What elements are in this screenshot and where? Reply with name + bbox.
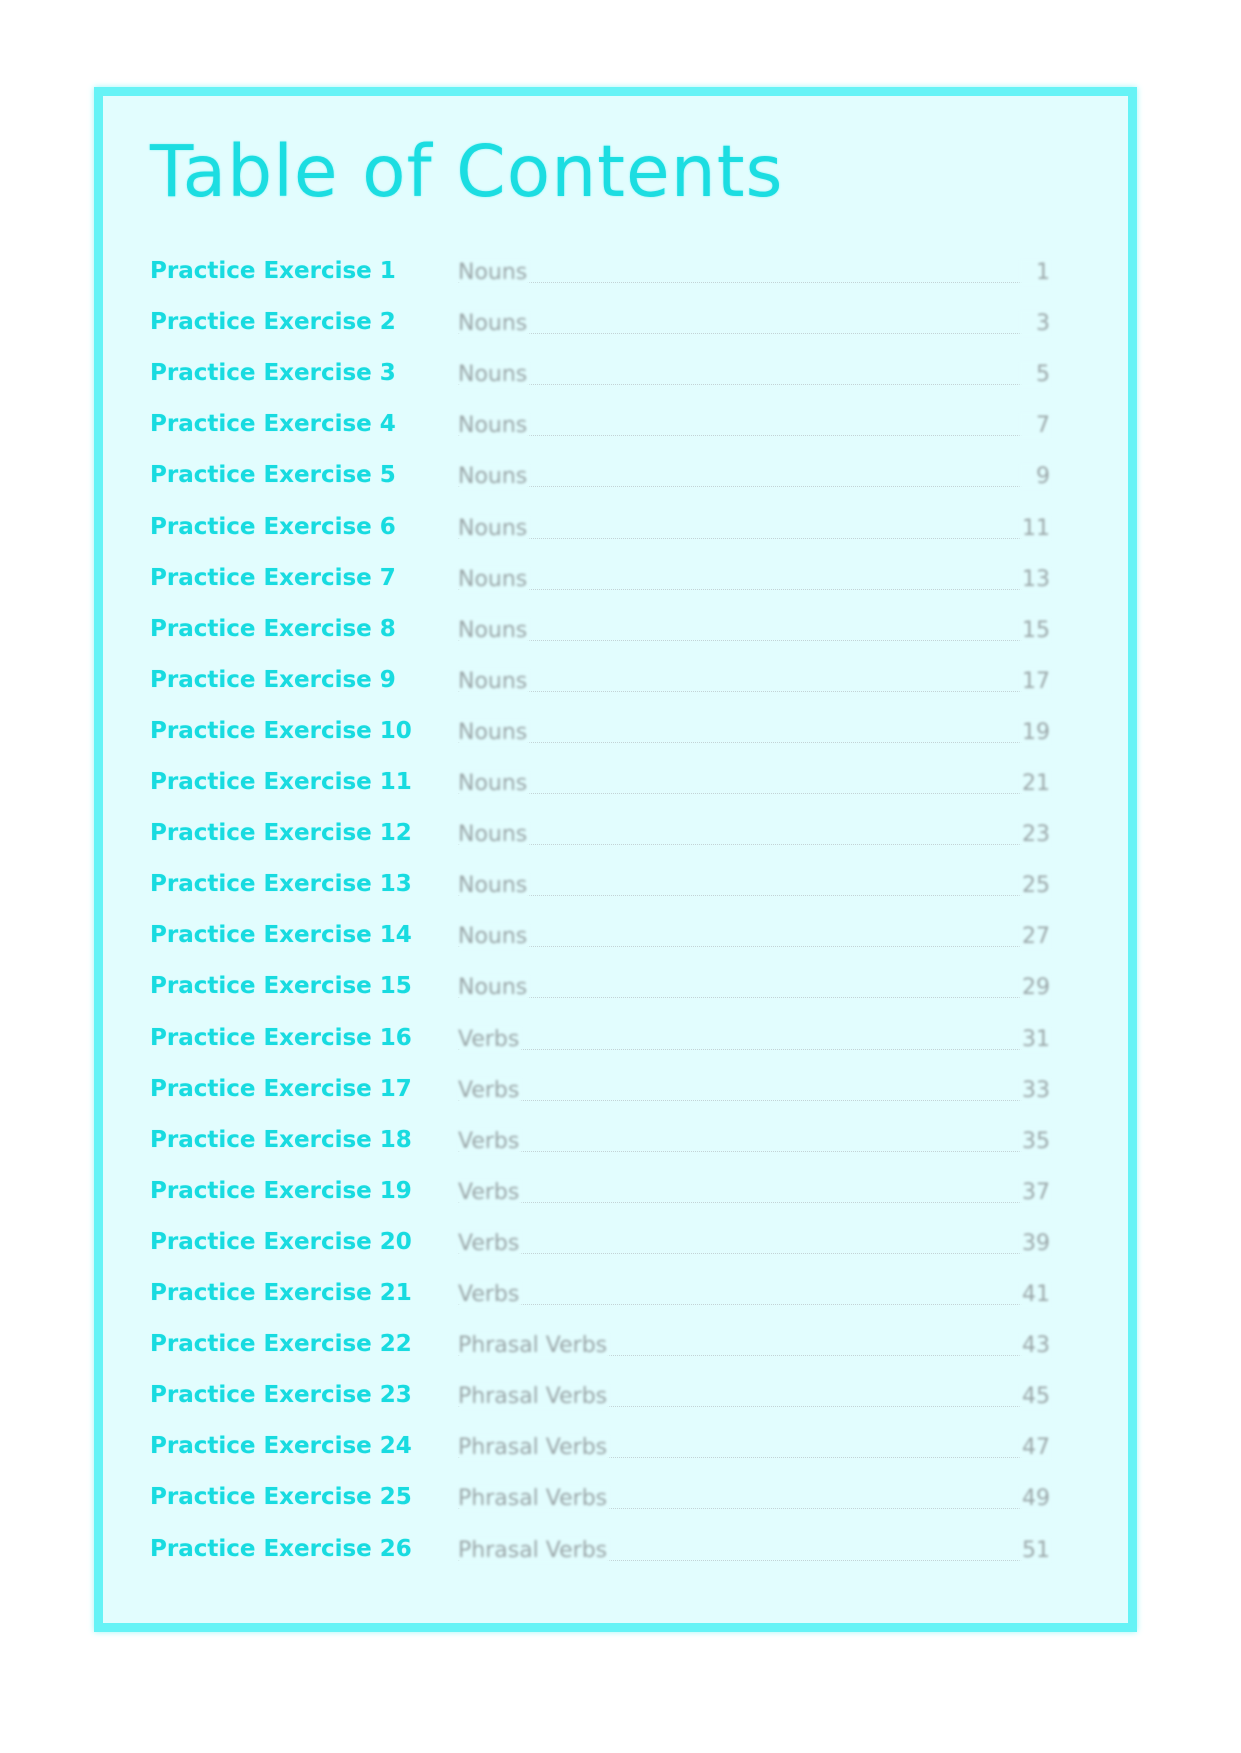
toc-entry-page-number: 33 [1022,1078,1050,1103]
dot-leader [458,435,1028,436]
toc-entry-page-number: 29 [1022,975,1050,1000]
toc-entry-topic: Nouns [458,567,528,592]
toc-entry-label: Practice Exercise 10 [150,718,412,744]
toc-entry[interactable] [150,718,1050,758]
toc-entry[interactable] [150,1178,1050,1218]
toc-entry[interactable] [150,769,1050,809]
toc-entry-topic: Phrasal Verbs [458,1435,608,1460]
toc-entry-topic: Nouns [458,669,528,694]
toc-entry-label: Practice Exercise 7 [150,565,396,591]
toc-entry-topic: Phrasal Verbs [458,1333,608,1358]
dot-leader [458,486,1028,487]
toc-entry-page-number: 11 [1022,516,1050,541]
dot-leader [458,640,1028,641]
toc-entry-page-number: 39 [1022,1231,1050,1256]
toc-entry-page-number: 47 [1022,1435,1050,1460]
toc-entry[interactable] [150,1331,1050,1371]
toc-entry-label: Practice Exercise 14 [150,922,412,948]
toc-entry-label: Practice Exercise 13 [150,871,412,897]
toc-entry-label: Practice Exercise 9 [150,667,396,693]
toc-entry-label: Practice Exercise 16 [150,1025,412,1051]
toc-entry[interactable] [150,1076,1050,1116]
toc-entry-label: Practice Exercise 3 [150,360,396,386]
toc-entry-topic: Nouns [458,771,528,796]
toc-entry-page-number: 13 [1022,567,1050,592]
toc-entry[interactable] [150,1025,1050,1065]
toc-entry-label: Practice Exercise 24 [150,1433,412,1459]
toc-entry[interactable] [150,1127,1050,1167]
toc-entry[interactable] [150,973,1050,1013]
dot-leader [458,282,1028,283]
toc-entry-label: Practice Exercise 15 [150,973,412,999]
toc-entry-page-number: 51 [1022,1538,1050,1563]
toc-entry[interactable] [150,616,1050,656]
toc-entry[interactable] [150,667,1050,707]
toc-entry[interactable] [150,1229,1050,1269]
toc-entry[interactable] [150,871,1050,911]
toc-entry-label: Practice Exercise 19 [150,1178,412,1204]
toc-entry-page-number: 17 [1022,669,1050,694]
toc-entry-page-number: 43 [1022,1333,1050,1358]
toc-entry-page-number: 35 [1022,1129,1050,1154]
dot-leader [458,333,1028,334]
toc-entry-page-number: 3 [1020,311,1050,336]
toc-entry-page-number: 23 [1022,822,1050,847]
toc-entry-label: Practice Exercise 20 [150,1229,412,1255]
toc-entry[interactable] [150,462,1050,502]
toc-entry[interactable] [150,1484,1050,1524]
toc-entry-label: Practice Exercise 25 [150,1484,412,1510]
toc-entry-topic: Nouns [458,260,528,285]
toc-entry-page-number: 31 [1022,1027,1050,1052]
toc-entry-page-number: 25 [1022,873,1050,898]
toc-entry[interactable] [150,309,1050,349]
dot-leader [458,742,1028,743]
toc-entry-page-number: 41 [1022,1282,1050,1307]
toc-entry-topic: Nouns [458,618,528,643]
toc-entry-page-number: 1 [1020,260,1050,285]
toc-entry-topic: Phrasal Verbs [458,1538,608,1563]
toc-entry-label: Practice Exercise 12 [150,820,412,846]
toc-entry-label: Practice Exercise 22 [150,1331,412,1357]
dot-leader [458,1202,1028,1203]
dot-leader [458,384,1028,385]
dot-leader [458,1304,1028,1305]
toc-entry-label: Practice Exercise 17 [150,1076,412,1102]
toc-entry-label: Practice Exercise 2 [150,309,396,335]
toc-entry-topic: Nouns [458,464,528,489]
dot-leader [458,1049,1028,1050]
toc-entry-topic: Nouns [458,924,528,949]
toc-entry[interactable] [150,360,1050,400]
dot-leader [458,538,1028,539]
page-title: Table of Contents [150,130,784,213]
toc-entry-page-number: 37 [1022,1180,1050,1205]
dot-leader [458,844,1028,845]
toc-entry-label: Practice Exercise 26 [150,1536,412,1562]
toc-entry-topic: Verbs [458,1231,520,1256]
toc-entry-topic: Nouns [458,822,528,847]
toc-entry[interactable] [150,820,1050,860]
dot-leader [458,1100,1028,1101]
toc-entry-label: Practice Exercise 8 [150,616,396,642]
toc-entry-topic: Verbs [458,1282,520,1307]
toc-entry-topic: Verbs [458,1180,520,1205]
toc-entry-page-number: 7 [1020,413,1050,438]
dot-leader [458,793,1028,794]
toc-entry[interactable] [150,258,1050,298]
toc-entry-topic: Phrasal Verbs [458,1486,608,1511]
dot-leader [458,1253,1028,1254]
toc-entry[interactable] [150,1536,1050,1576]
toc-entry-page-number: 21 [1022,771,1050,796]
toc-entry-topic: Phrasal Verbs [458,1384,608,1409]
toc-entry[interactable] [150,565,1050,605]
toc-entry-label: Practice Exercise 11 [150,769,412,795]
toc-entry-page-number: 19 [1022,720,1050,745]
toc-entry-page-number: 5 [1020,362,1050,387]
dot-leader [458,589,1028,590]
toc-entry[interactable] [150,1433,1050,1473]
toc-entry-page-number: 27 [1022,924,1050,949]
toc-entry-topic: Nouns [458,873,528,898]
toc-entry-page-number: 49 [1022,1486,1050,1511]
dot-leader [458,946,1028,947]
toc-entry[interactable] [150,1280,1050,1320]
toc-entry[interactable] [150,1382,1050,1422]
toc-entry-label: Practice Exercise 4 [150,411,396,437]
toc-entry-topic: Nouns [458,720,528,745]
dot-leader [458,1151,1028,1152]
dot-leader [458,895,1028,896]
toc-entry[interactable] [150,411,1050,451]
toc-entry-label: Practice Exercise 21 [150,1280,412,1306]
toc-entry-label: Practice Exercise 23 [150,1382,412,1408]
toc-entry[interactable] [150,514,1050,554]
toc-entry-page-number: 9 [1020,464,1050,489]
toc-entry-page-number: 45 [1022,1384,1050,1409]
dot-leader [458,691,1028,692]
dot-leader [458,997,1028,998]
toc-entry[interactable] [150,922,1050,962]
toc-entry-page-number: 15 [1022,618,1050,643]
toc-entry-topic: Verbs [458,1129,520,1154]
toc-entry-topic: Nouns [458,362,528,387]
toc-entry-topic: Verbs [458,1027,520,1052]
toc-entry-label: Practice Exercise 6 [150,514,396,540]
toc-entry-topic: Nouns [458,311,528,336]
toc-entry-topic: Verbs [458,1078,520,1103]
toc-entry-topic: Nouns [458,975,528,1000]
toc-entry-label: Practice Exercise 18 [150,1127,412,1153]
toc-entry-topic: Nouns [458,413,528,438]
toc-entry-label: Practice Exercise 5 [150,462,396,488]
toc-entry-label: Practice Exercise 1 [150,258,396,284]
toc-entry-topic: Nouns [458,516,528,541]
